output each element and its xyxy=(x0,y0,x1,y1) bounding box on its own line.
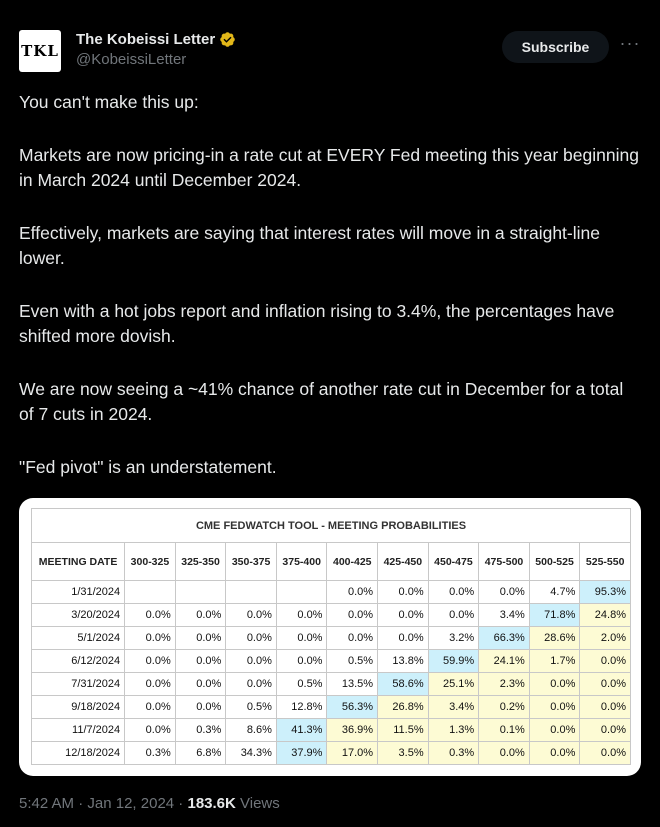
table-title-row xyxy=(32,509,631,543)
probability-cell: 24.8% xyxy=(580,604,631,627)
probability-cell: 41.3% xyxy=(276,719,327,742)
table-title: CME FEDWATCH TOOL - MEETING PROBABILITIES xyxy=(32,509,631,543)
tweet-paragraph: We are now seeing a ~41% chance of another rate cut in December for a total of 7 cuts in 2024. xyxy=(19,379,624,424)
author-info xyxy=(76,31,236,68)
probability-cell: 3.4% xyxy=(479,604,530,627)
probability-cell: 6.8% xyxy=(175,742,226,765)
author-display-name[interactable] xyxy=(76,31,236,48)
probability-cell: 0.0% xyxy=(276,604,327,627)
probability-cell: 4.7% xyxy=(529,581,580,604)
probability-cell: 25.1% xyxy=(428,673,479,696)
probability-cell: 0.0% xyxy=(580,696,631,719)
probability-cell: 0.0% xyxy=(226,650,277,673)
views-count: 183.6K xyxy=(187,795,236,812)
probability-cell: 3.2% xyxy=(428,627,479,650)
table-header-row xyxy=(32,543,631,581)
probability-cell: 13.8% xyxy=(378,650,429,673)
probability-cell: 0.1% xyxy=(479,719,530,742)
probability-cell: 24.1% xyxy=(479,650,530,673)
probability-cell: 11.5% xyxy=(378,719,429,742)
probability-cell: 0.0% xyxy=(428,604,479,627)
meeting-date-cell: 12/18/2024 xyxy=(32,742,125,765)
probability-cell: 0.0% xyxy=(125,627,176,650)
probability-cell: 0.0% xyxy=(529,673,580,696)
meeting-date-cell: 5/1/2024 xyxy=(32,627,125,650)
tweet-header xyxy=(0,0,660,90)
table-row xyxy=(32,581,631,604)
author-handle[interactable]: @KobeissiLetter xyxy=(76,51,187,68)
probability-cell: 0.0% xyxy=(529,696,580,719)
probability-cell: 0.0% xyxy=(226,673,277,696)
header-rate-range: 525-550 xyxy=(580,543,631,581)
probability-cell: 0.0% xyxy=(175,627,226,650)
meeting-date-cell: 7/31/2024 xyxy=(32,673,125,696)
probability-cell xyxy=(125,581,176,604)
probability-cell: 58.6% xyxy=(378,673,429,696)
probability-cell: 0.0% xyxy=(175,673,226,696)
probability-cell: 0.0% xyxy=(378,581,429,604)
probability-cell: 0.0% xyxy=(175,696,226,719)
footer-separator: · xyxy=(174,795,188,812)
probability-cell: 1.7% xyxy=(529,650,580,673)
probability-cell: 59.9% xyxy=(428,650,479,673)
probability-cell: 8.6% xyxy=(226,719,277,742)
probability-cell: 3.5% xyxy=(378,742,429,765)
verified-badge-icon xyxy=(219,31,236,48)
header-rate-range: 475-500 xyxy=(479,543,530,581)
probability-cell xyxy=(226,581,277,604)
tweet-image[interactable] xyxy=(19,498,641,776)
tweet-paragraph: "Fed pivot" is an understatement. xyxy=(19,457,277,477)
probability-cell: 34.3% xyxy=(226,742,277,765)
probability-cell: 56.3% xyxy=(327,696,378,719)
probability-cell: 3.4% xyxy=(428,696,479,719)
probability-cell: 0.2% xyxy=(479,696,530,719)
table-row xyxy=(32,673,631,696)
tweet-paragraph: Effectively, markets are saying that interest rates will move in a straight-line lower. xyxy=(19,223,600,268)
header-rate-range: 450-475 xyxy=(428,543,479,581)
probability-cell: 71.8% xyxy=(529,604,580,627)
header-rate-range: 375-400 xyxy=(276,543,327,581)
probability-cell: 0.0% xyxy=(529,719,580,742)
probability-cell: 0.0% xyxy=(580,719,631,742)
probability-cell: 0.0% xyxy=(428,581,479,604)
meeting-date-cell: 11/7/2024 xyxy=(32,719,125,742)
probability-cell: 0.3% xyxy=(175,719,226,742)
views-label: Views xyxy=(235,795,280,812)
header-rate-range: 325-350 xyxy=(175,543,226,581)
probability-cell: 36.9% xyxy=(327,719,378,742)
header-rate-range: 300-325 xyxy=(125,543,176,581)
probability-cell: 0.0% xyxy=(327,581,378,604)
probability-cell: 26.8% xyxy=(378,696,429,719)
avatar[interactable] xyxy=(19,30,61,72)
tweet-paragraph: Even with a hot jobs report and inflation rising to 3.4%, the percentages have shifted more dovish. xyxy=(19,301,615,346)
meeting-date-cell: 6/12/2024 xyxy=(32,650,125,673)
probability-cell xyxy=(276,581,327,604)
probability-cell: 0.0% xyxy=(175,604,226,627)
table-row xyxy=(32,696,631,719)
tweet-text xyxy=(19,90,639,508)
header-rate-range: 400-425 xyxy=(327,543,378,581)
header-rate-range: 425-450 xyxy=(378,543,429,581)
probability-cell: 2.3% xyxy=(479,673,530,696)
probability-cell: 28.6% xyxy=(529,627,580,650)
probability-cell: 2.0% xyxy=(580,627,631,650)
probability-cell: 0.0% xyxy=(378,627,429,650)
meeting-date-cell: 3/20/2024 xyxy=(32,604,125,627)
probability-cell: 0.0% xyxy=(125,673,176,696)
probability-cell: 0.5% xyxy=(327,650,378,673)
fedwatch-table xyxy=(31,508,631,765)
probability-cell: 0.0% xyxy=(125,650,176,673)
probability-cell: 0.0% xyxy=(580,650,631,673)
header-meeting-date: MEETING DATE xyxy=(32,543,125,581)
meeting-date-cell: 1/31/2024 xyxy=(32,581,125,604)
table-row xyxy=(32,604,631,627)
meeting-date-cell: 9/18/2024 xyxy=(32,696,125,719)
table-row xyxy=(32,627,631,650)
probability-cell: 0.3% xyxy=(428,742,479,765)
probability-cell: 0.0% xyxy=(327,604,378,627)
probability-cell: 0.0% xyxy=(378,604,429,627)
probability-cell: 12.8% xyxy=(276,696,327,719)
tweet-time[interactable]: 5:42 AM xyxy=(19,795,75,812)
probability-cell: 0.0% xyxy=(226,627,277,650)
probability-cell: 0.0% xyxy=(226,604,277,627)
probability-cell: 0.3% xyxy=(125,742,176,765)
probability-cell xyxy=(175,581,226,604)
probability-cell: 95.3% xyxy=(580,581,631,604)
probability-cell: 0.0% xyxy=(125,719,176,742)
probability-cell: 0.0% xyxy=(125,696,176,719)
probability-cell: 0.5% xyxy=(276,673,327,696)
probability-cell: 0.0% xyxy=(479,742,530,765)
probability-cell: 0.0% xyxy=(276,650,327,673)
table-row xyxy=(32,742,631,765)
header-rate-range: 350-375 xyxy=(226,543,277,581)
probability-cell: 0.0% xyxy=(175,650,226,673)
more-options-icon[interactable]: ··· xyxy=(619,33,641,53)
probability-cell: 17.0% xyxy=(327,742,378,765)
header-rate-range: 500-525 xyxy=(529,543,580,581)
subscribe-button[interactable]: Subscribe xyxy=(502,31,609,63)
probability-cell: 13.5% xyxy=(327,673,378,696)
table-row xyxy=(32,650,631,673)
probability-cell: 0.0% xyxy=(276,627,327,650)
probability-cell: 0.0% xyxy=(479,581,530,604)
avatar-logo-text: TKL xyxy=(21,41,59,60)
probability-cell: 0.0% xyxy=(327,627,378,650)
probability-cell: 37.9% xyxy=(276,742,327,765)
probability-cell: 0.0% xyxy=(125,604,176,627)
probability-cell: 66.3% xyxy=(479,627,530,650)
table-row xyxy=(32,719,631,742)
footer-separator: · xyxy=(74,795,88,812)
tweet-footer xyxy=(19,795,280,812)
author-name-text: The Kobeissi Letter xyxy=(76,31,216,48)
tweet-paragraph: Markets are now pricing-in a rate cut at EVERY Fed meeting this year beginning in March 2024 until December 2024. xyxy=(19,145,639,190)
tweet-paragraph: You can't make this up: xyxy=(19,92,199,112)
probability-cell: 0.0% xyxy=(580,742,631,765)
fedwatch-table-wrap xyxy=(31,508,631,765)
probability-cell: 1.3% xyxy=(428,719,479,742)
tweet-date[interactable]: Jan 12, 2024 xyxy=(87,795,175,812)
probability-cell: 0.0% xyxy=(580,673,631,696)
probability-cell: 0.5% xyxy=(226,696,277,719)
probability-cell: 0.0% xyxy=(529,742,580,765)
